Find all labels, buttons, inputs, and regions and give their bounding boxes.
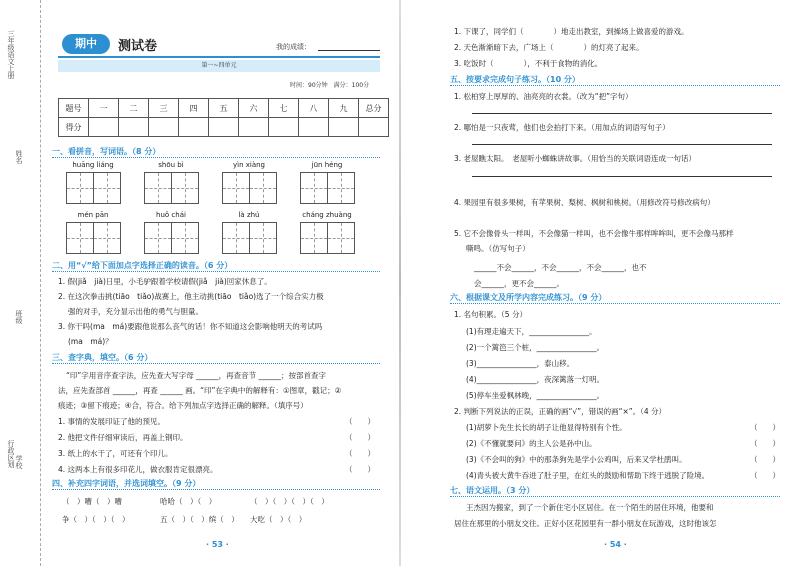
question-line: 2. 天色渐渐暗下去，广场上（ ）的灯亮了起来。 [454,43,644,52]
answer-paren[interactable]: （ ） [750,423,780,432]
score-input-cell[interactable] [149,118,179,137]
idiom-blank[interactable]: （ ）（ ）（ ）（ ） [250,497,329,506]
binding-margin [0,0,41,566]
fill-line[interactable]: (4)________________，夜深篱落一灯明。 [466,375,605,384]
question-line: 强的对手，充分显示出他的勇气与胆量。 [68,307,203,316]
score-input-cell[interactable] [179,118,209,137]
page-number: · 54 · [604,540,627,549]
score-input-cell[interactable] [269,118,299,137]
pinyin: yìn xiàng [232,161,265,169]
pinyin: huāng liáng [72,161,114,169]
section-3-rule [52,363,380,364]
question-line: 4. 果园里有很多果树，有苹果树、梨树、枫树和桃树。（用修改符号修改病句） [454,198,715,207]
question-line: 2. 在这次拳击挑(tiāo tiǎo)战赛上，他主动挑(tiāo tiǎo)选了一个综合实力极 [58,292,324,301]
margin-school-label: 学校 [15,455,23,469]
score-cell: 九 [329,99,359,118]
writing-grid[interactable] [144,172,198,202]
question-line: 1. 松柏穿上厚厚的、油亮亮的衣裳。（改为“把”字句） [454,92,633,101]
judge-line: (4)青头被大黄牛吞进了肚子里，在红头的鼓励和帮助下终于逃脱了险境。 [466,471,710,480]
section-5-rule [450,85,780,86]
question-line: 2. 他把文件仔细审读后，再盖上钢印。 [58,433,188,442]
fill-line[interactable]: (3)________________，泰山移。 [466,359,575,368]
margin-region-label: 行政区划 [7,440,15,468]
writing-grid[interactable] [144,222,198,252]
question-line: 嘶鸣。（仿写句子） [466,244,530,253]
section-7-rule [450,496,780,497]
section-4-rule [52,489,380,490]
score-cell: 得分 [59,118,89,137]
fill-line[interactable]: (1)有理走遍天下，________________。 [466,327,597,336]
score-cell: 七 [269,99,299,118]
writing-grid[interactable] [300,172,354,202]
score-cell: 一 [89,99,119,118]
idiom-blank[interactable]: （ ）嘈（ ）嘈 [62,497,122,506]
score-table [58,98,389,137]
margin-name-label: 姓名 [15,150,23,164]
pinyin: mén pān [77,211,109,219]
fill-line[interactable]: (2)一个篱笆三个桩，________________。 [466,343,605,352]
subquestion: 1. 名句积累。（5 分） [454,310,527,319]
answer-paren[interactable]: （ ） [345,433,375,442]
pinyin: là zhú [238,211,260,219]
score-cell: 二 [119,99,149,118]
answer-line[interactable] [472,144,772,145]
idiom-blank[interactable]: 五（ ）（ ）缤（ ） [160,515,239,524]
score-input-line[interactable] [318,50,380,51]
fill-line[interactable]: (5)停车坐爱枫林晚，________________。 [466,391,605,400]
pinyin: shōu bì [158,161,184,169]
answer-line[interactable] [472,113,772,114]
answer-paren[interactable]: （ ） [750,455,780,464]
writing-grid[interactable] [66,222,120,252]
score-cell: 五 [209,99,239,118]
section-1-rule [52,157,380,158]
question-line: 3. 老屋瞧太阳。 老屋听小蜘蛛讲故事。（用恰当的关联词语连成一句话） [454,154,697,163]
score-cell: 题号 [59,99,89,118]
score-cell: 三 [149,99,179,118]
page-number: · 53 · [206,540,229,549]
score-label: 我的成绩： [276,43,311,51]
score-input-cell[interactable] [299,118,329,137]
answer-paren[interactable]: （ ） [345,465,375,474]
section-5-title: 五、按要求完成句子练习。（10 分） [450,75,580,84]
score-cell: 总分 [359,99,389,118]
question-line: 3. 纸上的水干了，可还有个印儿。 [58,449,173,458]
section-2-title: 二、用“√”给下面加点字选择正确的读音。（6 分） [52,261,233,270]
time-info: 时间：90分钟 满分：100分 [290,82,370,89]
judge-line: (1)胡萝卜先生长长的胡子让他显得特别有个性。 [466,423,627,432]
title-rule [58,56,380,58]
section-7-title: 七、语文运用。（3 分） [450,486,535,495]
margin-class-label: 班级 [15,310,23,324]
writing-grid[interactable] [222,222,276,252]
section-1-title: 一、看拼音，写词语。（8 分） [52,147,161,156]
score-input-cell[interactable] [329,118,359,137]
judge-line: (2)《不懂就要问》的主人公是孙中山。 [466,439,597,448]
writing-grid[interactable] [222,172,276,202]
pinyin: jūn héng [311,161,343,169]
paragraph-line: 居住在那里的小朋友交往。正好小区花园里有一群小朋友在玩游戏，这时他该怎 [454,519,717,528]
score-table-header-row [59,99,389,118]
judge-line: (3)《不会叫的狗》中的那条狗先是学小公鸡叫，后来又学杜鹃叫。 [466,455,687,464]
section-4-title: 四、补充四字词语，并选词填空。（9 分） [52,479,201,488]
score-cell: 八 [299,99,329,118]
score-cell: 六 [239,99,269,118]
answer-paren[interactable]: （ ） [750,439,780,448]
score-input-cell[interactable] [239,118,269,137]
question-line: 3. 吃饭时（ ），不利于食物的消化。 [454,59,603,68]
writing-grid[interactable] [66,172,120,202]
question-line: 1. 假(jiǎ jià)日里，小毛驴跟着学校请假(jiǎ jià)回家休息了。 [58,277,272,286]
subquestion: 2. 判断下列说法的正误，正确的画“√”，错误的画“×”。（4 分） [454,407,667,416]
answer-paren[interactable]: （ ） [750,471,780,480]
question-line: 2. 哪怕是一只夜莺，他们也会拍打下来。（用加点的词语写句子） [454,123,670,132]
idiom-blank[interactable]: 争（ ）（ ）（ ） [62,515,130,524]
score-input-cell[interactable] [209,118,239,137]
midterm-badge: 期中 [62,34,110,54]
question-line: 4. 这两本上有很多印花儿，做衣服肯定很漂亮。 [58,465,218,474]
question-line: 3. 你干吗(ma má)要跟他说那么丧气的话！你不知道这会影响他明天的考试吗 [58,322,323,331]
section-6-title: 六、根据课文及所学内容完成练习。（9 分） [450,293,607,302]
question-line: 5. 它不会像骨头一样叫，不会像猫一样叫，也不会像牛那样哞哞叫，更不会像马那样 [454,229,734,238]
question-line: (ma má)？ [68,337,113,346]
margin-grade-label: 三年级语文上册 [7,30,15,79]
score-input-cell[interactable] [89,118,119,137]
fill-line[interactable]: ______不会______，不会______，不会______，也不 [474,263,647,272]
paragraph-line: “印”字用音序查字法，应先查大写字母 ______，再查音节 ______；按部首查字 [66,371,327,380]
page-title: 测试卷 [118,39,158,54]
idiom-blank[interactable]: 哈哈（ ）（ ） [160,497,217,506]
paragraph-line: 法，应先查部首 ______，再查 ______ 画。“印”在字典中的解释有：①图章，戳记；② [58,386,342,395]
unit-range: 第一~四单元 [58,60,380,72]
answer-paren[interactable]: （ ） [345,417,375,426]
writing-grid[interactable] [300,222,354,252]
answer-line[interactable] [472,176,772,177]
paragraph-line: 痕迹；③留下痕迹；④合，符合。给下列加点字选择正确的解释。（填序号） [58,401,308,410]
question-line: 1. 事情的发展印证了他的预见。 [58,417,166,426]
score-input-cell[interactable] [359,118,389,137]
score-cell: 四 [179,99,209,118]
fill-line[interactable]: 会______，更不会______。 [474,279,564,288]
idiom-blank[interactable]: 大吃（ ）（ ） [250,515,307,524]
section-6-rule [450,303,780,304]
answer-paren[interactable]: （ ） [345,449,375,458]
score-input-cell[interactable] [119,118,149,137]
score-table-score-row [59,118,389,137]
section-2-rule [52,271,380,272]
question-line: 1. 下课了，同学们（ ）地走出教室，到操场上做喜爱的游戏。 [454,27,689,36]
pinyin: cháng zhuàng [302,211,352,219]
section-3-title: 三、查字典，填空。（6 分） [52,353,153,362]
paragraph-line: 王杰因为搬家，到了一个新住宅小区居住。在一个陌生的居住环境，他要和 [466,503,714,512]
right-page [400,0,800,566]
pinyin: huǒ chái [156,211,186,219]
